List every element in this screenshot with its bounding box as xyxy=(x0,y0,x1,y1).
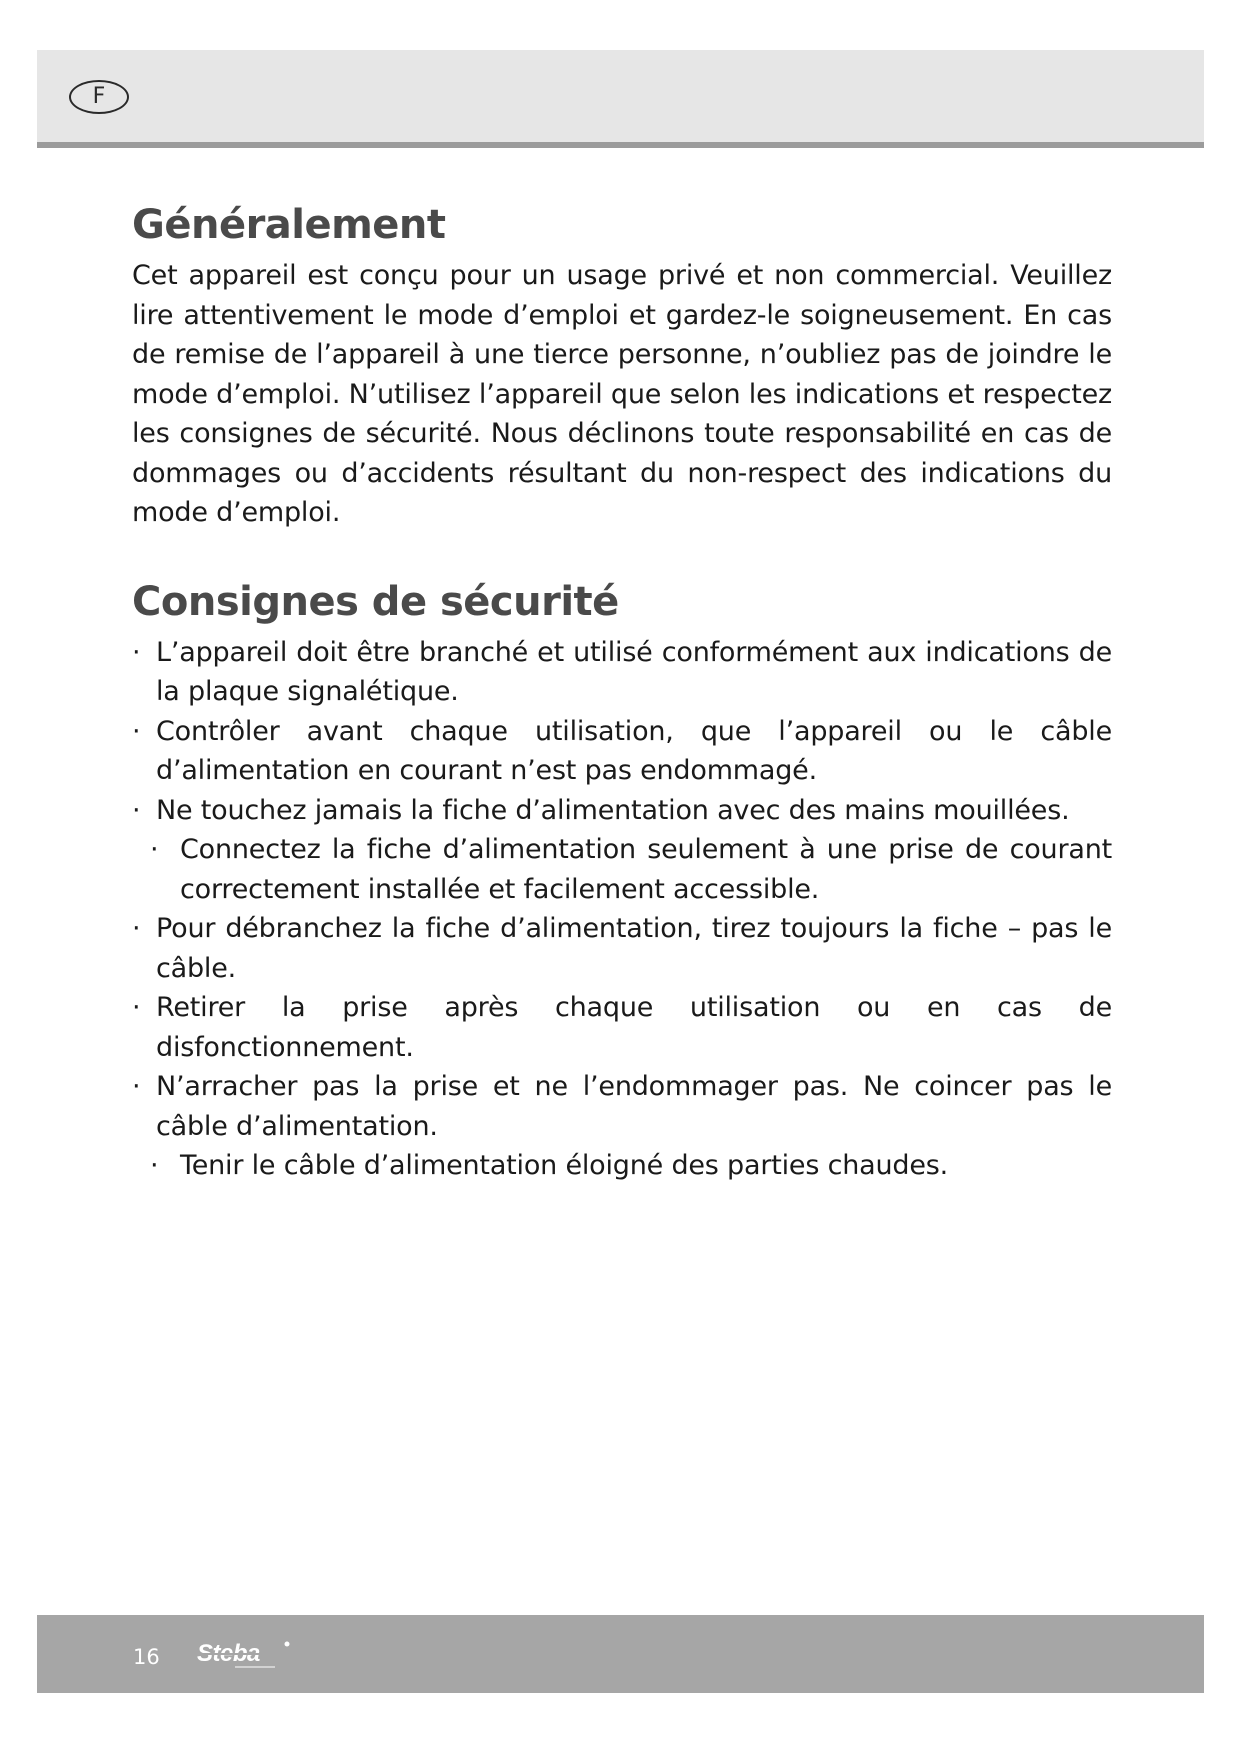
bullet-dot: · xyxy=(150,834,159,865)
general-paragraph: Cet appareil est conçu pour un usage privé et non commercial. Veuillez lire attentivement le mode d’emploi et gardez-le soigneusement. En cas de remise de l’appareil à une tierce personne, n’oubliez pas de joindre le mode d’emploi. N’utilisez l’appareil que selon les indications et respectez les consignes de sécurité. Nous déclinons toute responsabilité en cas de dommages ou d’accidents résultant du non-respect des indications du mode d’emploi. xyxy=(132,260,1112,528)
bullet-dot: · xyxy=(132,794,141,826)
safety-item xyxy=(132,1067,1112,1146)
safety-item xyxy=(132,791,1112,831)
safety-heading: Consignes de sécurité xyxy=(132,578,619,625)
safety-item-text: Retirer la prise après chaque utilisation ou en cas de disfonctionnement. xyxy=(156,992,1112,1063)
brand-wordmark: Steba xyxy=(197,1640,260,1667)
bullet-dot: · xyxy=(132,1071,141,1102)
safety-item-text: Tenir le câble d’alimentation éloigné des parties chaudes. xyxy=(180,1150,948,1181)
safety-item xyxy=(132,633,1112,712)
safety-item-text: L’appareil doit être branché et utilisé conformément aux indications de la plaque signalétique. xyxy=(156,636,1112,707)
page-header xyxy=(37,50,1204,148)
bullet-dot: · xyxy=(150,1150,159,1181)
bullet-dot: · xyxy=(132,715,141,747)
safety-item xyxy=(132,1146,1112,1186)
safety-item xyxy=(132,830,1112,909)
steba-logo xyxy=(195,1637,295,1673)
general-heading: Généralement xyxy=(132,202,446,248)
language-code: F xyxy=(92,84,106,109)
safety-item-text: Connectez la fiche d’alimentation seulement à une prise de courant correctement installée et facilement accessible. xyxy=(180,834,1112,905)
section-safety xyxy=(132,577,1112,1186)
safety-item xyxy=(132,712,1112,791)
page-number: 16 xyxy=(133,1645,160,1669)
safety-item-text: Ne touchez jamais la fiche d’alimentation avec des mains mouillées. xyxy=(156,794,1070,826)
bullet-dot: · xyxy=(132,913,141,944)
safety-item-text: N’arracher pas la prise et ne l’endommager pas. Ne coincer pas le câble d’alimentation. xyxy=(156,1071,1112,1142)
safety-item-text: Contrôler avant chaque utilisation, que l’appareil ou le câble d’alimentation en courant n’est pas endommagé. xyxy=(156,715,1112,786)
safety-list xyxy=(132,633,1112,1186)
page-footer xyxy=(37,1615,1204,1693)
bullet-dot: · xyxy=(132,636,141,668)
language-badge xyxy=(69,80,129,114)
safety-item xyxy=(132,909,1112,988)
safety-item-text: Pour débranchez la fiche d’alimentation, tirez toujours la fiche – pas le câble. xyxy=(156,913,1112,984)
section-general xyxy=(132,200,1112,533)
bullet-dot: · xyxy=(132,992,141,1023)
page-content xyxy=(132,200,1112,1186)
safety-item xyxy=(132,988,1112,1067)
